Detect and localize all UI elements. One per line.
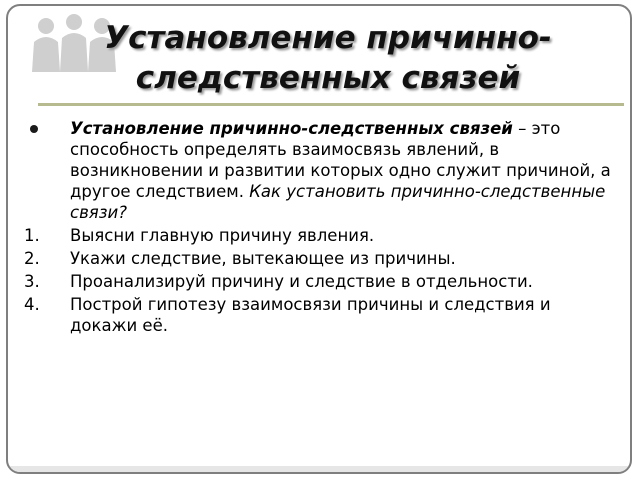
step-text: Укажи следствие, вытекающее из причины.: [70, 249, 456, 268]
definition-bullet: [24, 118, 620, 223]
step-item: [24, 225, 620, 246]
step-item: [24, 294, 620, 336]
step-text: Выясни главную причину явления.: [70, 226, 375, 245]
step-text: Проанализируй причину и следствие в отдельности.: [70, 272, 533, 291]
step-number: 4.: [24, 295, 40, 314]
slide-title-line-1: Установление причинно-: [104, 20, 552, 56]
steps-list: [24, 225, 620, 336]
slide-body: [24, 118, 620, 338]
bottom-strip: [8, 466, 630, 472]
title-underline: [38, 103, 624, 106]
step-number: 2.: [24, 249, 40, 268]
slide-title-line-2: следственных связей: [135, 60, 521, 96]
step-text: Построй гипотезу взаимосвязи причины и следствия и докажи её.: [70, 295, 551, 335]
step-number: 3.: [24, 272, 40, 291]
slide-title: [48, 18, 608, 98]
step-item: [24, 271, 620, 292]
definition-term: Установление причинно-следственных связей: [70, 119, 513, 138]
slide-frame: [6, 4, 632, 474]
definition-question: Как установить причинно-следственные связи?: [70, 182, 606, 222]
step-item: [24, 248, 620, 269]
definition-text: – это способность определять взаимосвязь явлений, в возникновении и развитии которых одно служит причиной, а другое следствием.: [70, 119, 611, 201]
bullet-dot-icon: [30, 125, 38, 133]
step-number: 1.: [24, 226, 40, 245]
